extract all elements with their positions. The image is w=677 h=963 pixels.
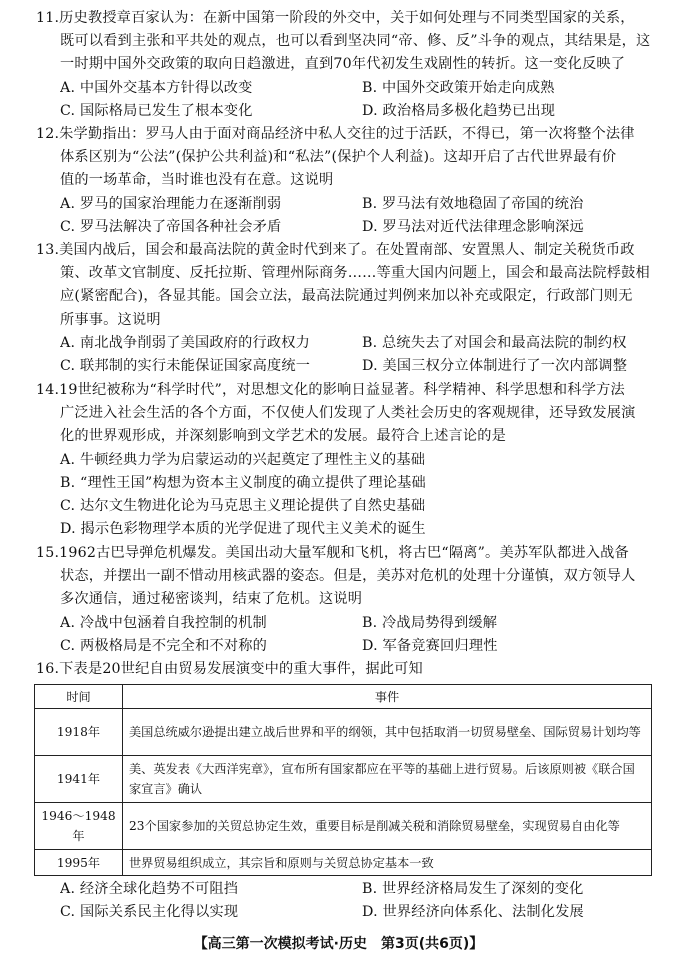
question-stem-line: 一时期中国外交政策的取向日趋激进，直到70年代初发生戏剧性的转折。这一变化反映了 <box>60 56 626 73</box>
option-c[interactable]: C. 联邦制的实行未能保证国家高度统一 <box>60 358 311 375</box>
question-stem-line: 化的世界观形成，并深刻影响到文学艺术的发展。最符合上述言论的是 <box>60 428 507 445</box>
option-c[interactable]: C. 达尔文生物进化论为马克思主义理论提供了自然史基础 <box>60 498 426 515</box>
option-a[interactable]: A. 南北战争削弱了美国政府的行政权力 <box>60 334 311 351</box>
question-14 <box>36 379 656 541</box>
cell-event: 23个国家参加的关贸总协定生效，重要目标是削减关税和消除贸易壁垒，实现贸易自由化等 <box>123 803 652 850</box>
option-d[interactable]: D. 罗马法对近代法律理念影响深远 <box>362 218 584 235</box>
option-a[interactable]: A. 经济全球化趋势不可阻挡 <box>60 881 239 897</box>
option-b[interactable]: B. 世界经济格局发生了深刻的变化 <box>362 881 584 897</box>
option-c[interactable]: C. 两极格局是不完全和不对称的 <box>60 637 268 654</box>
option-b[interactable]: B. 罗马法有效地稳固了帝国的统治 <box>362 195 584 212</box>
question-stem-line: 所事事。这说明 <box>60 311 161 328</box>
question-stem-line: 15.1962古巴导弹危机爆发。美国出动大量军舰和飞机，将古巴“隔离”。美苏军队都进入战备 <box>36 545 629 561</box>
options <box>36 332 656 378</box>
options <box>36 878 656 924</box>
events-table <box>34 684 652 876</box>
table-row <box>35 803 652 850</box>
option-b[interactable]: B. 总统失去了对国会和最高法院的制约权 <box>362 334 627 351</box>
question-stem-line: 12.朱学勤指出：罗马人由于面对商品经济中私人交往的过于活跃，不得已，第一次将整个法律 <box>36 126 635 142</box>
question-stem-line: 状态，并摆出一副不惜动用核武器的姿态。但是，美苏对危机的处理十分谨慎，双方领导人 <box>60 568 636 585</box>
question-13 <box>36 239 656 378</box>
question-stem-line: 体系区别为“公法”(保护公共利益)和“私法”(保护个人利益)。这却开启了古代世界最有价 <box>60 149 617 166</box>
option-c[interactable]: C. 罗马法解决了帝国各种社会矛盾 <box>60 218 282 235</box>
option-b[interactable]: B. 中国外交政策开始走向成熟 <box>362 79 555 96</box>
question-stem-line: 策、改革文官制度、反托拉斯、管理州际商务……等重大国内问题上，国会和最高法院桴鼓相 <box>60 265 650 282</box>
question-15 <box>36 542 656 658</box>
question-stem-line: 既可以看到主张和平共处的观点，也可以看到坚决同“帝、修、反”斗争的观点，其结果是，这 <box>60 33 651 50</box>
header-event: 事件 <box>123 685 652 709</box>
question-11 <box>36 7 656 123</box>
cell-time: 1918年 <box>35 709 123 756</box>
option-d[interactable]: D. 美国三权分立体制进行了一次内部调整 <box>362 358 628 375</box>
question-stem-line: 值的一场革命，当时谁也没有在意。这说明 <box>60 172 334 189</box>
table-row <box>35 709 652 756</box>
table-row <box>35 850 652 876</box>
option-a[interactable]: A. 中国外交基本方针得以改变 <box>60 79 253 96</box>
question-stem-line: 13.美国内战后，国会和最高法院的黄金时代到来了。在处置南部、安置黑人、制定关税货币政 <box>36 242 635 258</box>
option-d[interactable]: D. 揭示色彩物理学本质的光学促进了现代主义美术的诞生 <box>60 521 426 538</box>
options <box>36 77 656 123</box>
option-d[interactable]: D. 世界经济向体系化、法制化发展 <box>362 904 584 921</box>
question-stem-line: 14.19世纪被称为“科学时代”，对思想文化的影响日益显著。科学精神、科学思想和科学方法 <box>36 382 625 398</box>
cell-event: 世界贸易组织成立，其宗旨和原则与关贸总协定基本一致 <box>123 850 652 876</box>
option-b[interactable]: B. 冷战局势得到缓解 <box>362 614 498 631</box>
question-16-options <box>36 878 656 924</box>
cell-time: 1941年 <box>35 756 123 803</box>
page-footer: 【高三第一次模拟考试·历史 第3页(共6页)】 <box>193 936 484 952</box>
option-d[interactable]: D. 政治格局多极化趋势已出现 <box>362 102 556 119</box>
question-stem-line: 应(紧密配合)，各显其能。国会立法，最高法院通过判例来加以补充或限定，行政部门则无 <box>60 288 633 305</box>
question-16 <box>36 658 656 681</box>
cell-event: 美国总统威尔逊提出建立战后世界和平的纲领，其中包括取消一切贸易壁垒、国际贸易计划均等 <box>123 709 652 756</box>
cell-event: 美、英发表《大西洋宪章》，宣布所有国家都应在平等的基础上进行贸易。后该原则被《联合国家宣言》确认 <box>123 756 652 803</box>
option-c[interactable]: C. 国际格局已发生了根本变化 <box>60 102 253 119</box>
option-a[interactable]: A. 冷战中包涵着自我控制的机制 <box>60 614 267 631</box>
header-time: 时间 <box>35 685 123 709</box>
cell-time: 1995年 <box>35 850 123 876</box>
option-c[interactable]: C. 国际关系民主化得以实现 <box>60 904 239 921</box>
question-stem-line: 广泛进入社会生活的各个方面，不仅使人们发现了人类社会历史的客观规律，还导致发展演 <box>60 405 636 422</box>
options <box>36 193 656 239</box>
option-a[interactable]: A. 罗马的国家治理能力在逐渐削弱 <box>60 195 282 212</box>
option-d[interactable]: D. 军备竞赛回归理性 <box>362 637 498 654</box>
option-b[interactable]: B. “理性王国”构想为资本主义制度的确立提供了理论基础 <box>60 474 426 491</box>
options <box>36 612 656 658</box>
question-stem-line: 多次通信，通过秘密谈判，结束了危机。这说明 <box>60 591 363 608</box>
question-stem-line: 11.历史教授章百家认为：在新中国第一阶段的外交中，关于如何处理与不同类型国家的关系， <box>36 10 635 26</box>
question-stem-line: 16.下表是20世纪自由贸易发展演变中的重大事件，据此可知 <box>36 661 423 677</box>
cell-time: 1946～1948年 <box>35 803 123 850</box>
question-12 <box>36 123 656 239</box>
table-header-row <box>35 685 652 709</box>
table-row <box>35 756 652 803</box>
option-a[interactable]: A. 牛顿经典力学为启蒙运动的兴起奠定了理性主义的基础 <box>60 451 426 468</box>
